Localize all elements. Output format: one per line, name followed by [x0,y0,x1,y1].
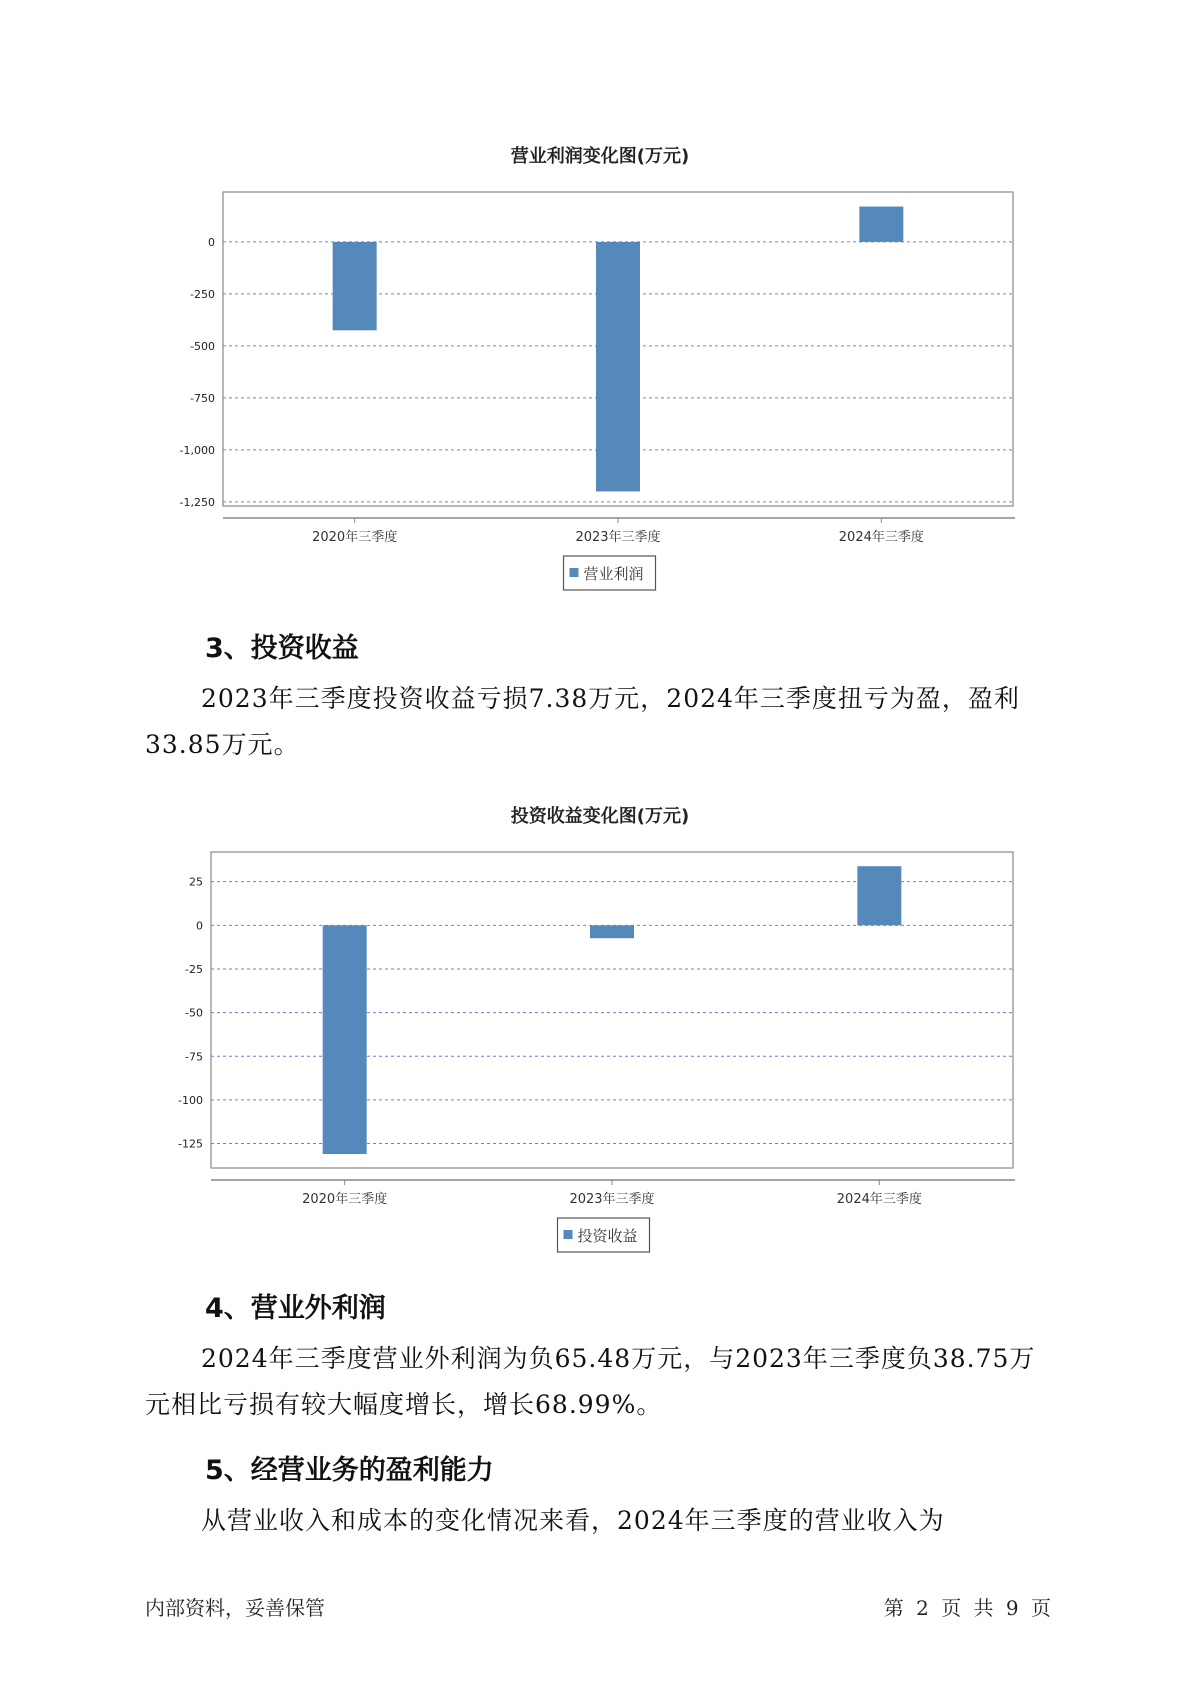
bar [590,925,634,938]
x-category-label: 2024年三季度 [836,1192,922,1207]
investment-income-chart-svg [0,800,1191,1260]
chart-title: 营业利润变化图(万元) [510,146,690,167]
bar [859,207,903,242]
legend-label: 投资收益 [577,1227,638,1245]
x-category-label: 2020年三季度 [312,530,398,545]
operating-profit-chart-svg [0,140,1191,600]
y-tick-label: -750 [190,391,215,405]
legend-swatch [570,568,579,577]
bar [596,242,640,492]
y-tick-label: -100 [178,1093,203,1107]
operating-profit-chart [0,140,1191,600]
x-category-label: 2024年三季度 [838,530,924,545]
bar [857,866,901,925]
bar [323,925,367,1154]
y-tick-label: -50 [185,1006,203,1020]
section-4-text: 2024年三季度营业外利润为负65.48万元，与2023年三季度负38.75万元相比亏损有较大幅度增长，增长68.99%。 [145,1344,1036,1419]
y-tick-label: -1,250 [179,495,215,509]
section-3-text: 2023年三季度投资收益亏损7.38万元，2024年三季度扭亏为盈，盈利33.85万元。 [145,684,1020,759]
y-tick-label: 25 [189,875,203,889]
y-tick-label: 0 [196,919,203,933]
investment-income-chart [0,800,1191,1260]
section-5-heading: 5、经营业务的盈利能力 [205,1455,494,1486]
section-4-heading: 4、营业外利润 [205,1293,386,1324]
y-tick-label: -25 [185,962,203,976]
footer-confidential-note: 内部资料，妥善保管 [145,1596,325,1620]
bar [333,242,377,330]
chart-title: 投资收益变化图(万元) [510,806,690,827]
section-3-heading: 3、投资收益 [205,633,359,664]
y-tick-label: -125 [178,1137,203,1151]
y-tick-label: 0 [208,235,215,249]
y-tick-label: -250 [190,287,215,301]
legend-label: 营业利润 [583,565,644,583]
x-category-label: 2020年三季度 [302,1192,388,1207]
legend-swatch [564,1230,573,1239]
x-category-label: 2023年三季度 [575,530,661,545]
y-tick-label: -1,000 [179,443,215,457]
section-5-text: 从营业收入和成本的变化情况来看，2024年三季度的营业收入为 [201,1506,945,1535]
x-category-label: 2023年三季度 [569,1192,655,1207]
y-tick-label: -500 [190,339,215,353]
y-tick-label: -75 [185,1050,203,1064]
footer-page-number: 第 2 页 共 9 页 [883,1596,1051,1620]
